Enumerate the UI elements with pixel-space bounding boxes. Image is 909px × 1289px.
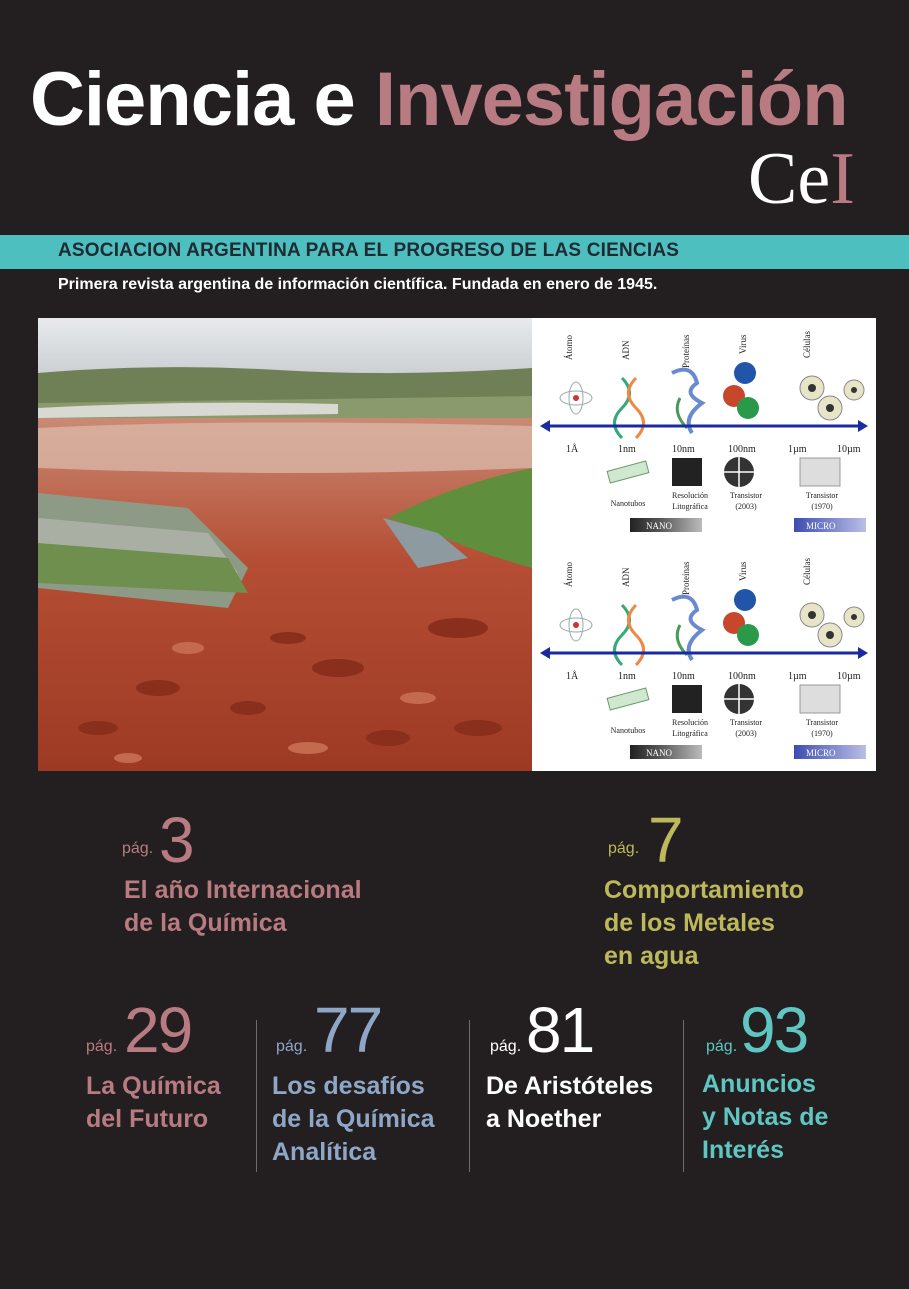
label-nanotubos: Nanotubos xyxy=(610,499,646,508)
lithography-icon xyxy=(672,685,702,713)
title-part1: Ciencia e xyxy=(30,57,355,142)
page-number: 81 xyxy=(526,994,594,1066)
title-line: De Aristóteles xyxy=(486,1072,654,1100)
tick-100nm-2: 100nm xyxy=(728,671,756,682)
pag-label: pág. xyxy=(608,840,640,857)
virus-icon xyxy=(723,362,759,419)
title-line: El año Internacional xyxy=(124,876,362,904)
column-divider xyxy=(256,1020,257,1172)
micro-label: MICRO xyxy=(806,521,836,531)
title-line: y Notas de xyxy=(702,1103,829,1131)
nano-label-2: NANO xyxy=(646,748,672,758)
label-year-1970-2: (1970) xyxy=(811,729,833,738)
cei-logo xyxy=(748,138,855,220)
label-transistor-2003: Transistor xyxy=(729,491,763,500)
title-line: de los Metales xyxy=(604,909,775,937)
atom-icon xyxy=(560,382,592,414)
logo-ce: Ce xyxy=(748,138,831,220)
section-title xyxy=(86,1070,221,1136)
label-celulas: Células xyxy=(802,331,812,358)
label-litografica-2: Litográfica xyxy=(672,729,708,738)
title-line: en agua xyxy=(604,942,699,970)
label-celulas-2: Células xyxy=(802,558,812,585)
label-proteinas: Proteínas xyxy=(681,334,691,368)
logo-i: I xyxy=(830,138,855,220)
nanotube-icon xyxy=(607,688,649,710)
label-transistor-1970-2: Transistor xyxy=(805,718,839,727)
label-atomo-2: Átomo xyxy=(564,561,574,587)
virus-icon xyxy=(723,589,759,646)
title-line: Anuncios xyxy=(702,1070,816,1098)
tick-1um-2: 1µm xyxy=(788,671,807,682)
cells-icon xyxy=(800,376,864,420)
section-pag-77[interactable] xyxy=(272,994,462,1168)
title-line: Analítica xyxy=(272,1138,377,1166)
nanotube-icon xyxy=(607,461,649,483)
micro-label-2: MICRO xyxy=(806,748,836,758)
dna-icon xyxy=(615,378,644,438)
label-proteinas-2: Proteínas xyxy=(681,561,691,595)
scale-diagram-graphic xyxy=(532,318,876,771)
tick-10um: 10µm xyxy=(837,444,861,455)
label-litografica: Litográfica xyxy=(672,502,708,511)
label-transistor-2003-2: Transistor xyxy=(729,718,763,727)
transistor-1970-icon xyxy=(800,685,840,713)
label-year-2003: (2003) xyxy=(735,502,757,511)
title-line: La Química xyxy=(86,1072,221,1100)
nano-label: NANO xyxy=(646,521,672,531)
tick-10nm-2: 10nm xyxy=(672,671,695,682)
association-band xyxy=(0,235,909,269)
transistor-1970-icon xyxy=(800,458,840,486)
title-line: a Noether xyxy=(486,1105,602,1133)
protein-icon xyxy=(672,370,702,433)
landscape-illustration xyxy=(38,318,532,771)
column-divider xyxy=(469,1020,470,1172)
lithography-icon xyxy=(672,458,702,486)
page-number: 93 xyxy=(740,994,808,1066)
title-line: Comportamiento xyxy=(604,876,804,904)
section-pag-93[interactable] xyxy=(700,994,880,1168)
title-line: de la Química xyxy=(124,909,287,937)
title-line: Los desafíos xyxy=(272,1072,425,1100)
label-transistor-1970: Transistor xyxy=(805,491,839,500)
label-nanotubos-2: Nanotubos xyxy=(610,726,646,735)
label-atomo: Átomo xyxy=(564,334,574,360)
tick-10nm: 10nm xyxy=(672,444,695,455)
nanoscale-diagram xyxy=(532,318,876,771)
section-pag-81[interactable] xyxy=(486,994,676,1148)
magazine-title xyxy=(30,57,848,142)
section-title xyxy=(124,874,362,940)
title-line: del Futuro xyxy=(86,1105,209,1133)
pag-label: pág. xyxy=(490,1038,522,1055)
atom-icon xyxy=(560,609,592,641)
protein-icon xyxy=(672,597,702,660)
label-virus-2: Virus xyxy=(738,561,748,581)
tick-1um: 1µm xyxy=(788,444,807,455)
section-title xyxy=(486,1070,653,1136)
section-pag-3[interactable] xyxy=(122,804,442,938)
red-mud-photo xyxy=(38,318,532,771)
tick-1nm-2: 1nm xyxy=(618,671,636,682)
page-number: 3 xyxy=(159,804,193,876)
title-line: de la Química xyxy=(272,1105,435,1133)
tick-1a: 1Å xyxy=(566,444,579,455)
label-resolucion-2: Resolución xyxy=(672,718,708,727)
column-divider xyxy=(683,1020,684,1172)
pag-label: pág. xyxy=(122,840,154,857)
page-number: 77 xyxy=(314,994,382,1066)
pag-label: pág. xyxy=(276,1038,308,1055)
cover-subtitle: Primera revista argentina de información científica. Fundada en enero de 1945. xyxy=(58,276,658,293)
title-line: Interés xyxy=(702,1136,784,1164)
label-virus: Virus xyxy=(738,334,748,354)
pag-label: pág. xyxy=(706,1038,738,1055)
page-number: 7 xyxy=(648,804,682,876)
label-year-1970: (1970) xyxy=(811,502,833,511)
label-resolucion: Resolución xyxy=(672,491,708,500)
dna-icon xyxy=(615,605,644,665)
cells-icon xyxy=(800,603,864,647)
page-number: 29 xyxy=(124,994,192,1066)
tick-1a-2: 1Å xyxy=(566,671,579,682)
section-pag-29[interactable] xyxy=(86,994,246,1148)
label-adn: ADN xyxy=(621,340,631,360)
section-title xyxy=(604,874,804,973)
axis-arrow-top xyxy=(540,420,550,432)
axis-arrow-top-right xyxy=(858,420,868,432)
title-part2: Investigación xyxy=(374,57,848,142)
section-title xyxy=(272,1070,435,1169)
label-year-2003-2: (2003) xyxy=(735,729,757,738)
tick-1nm: 1nm xyxy=(618,444,636,455)
tick-10um-2: 10µm xyxy=(837,671,861,682)
pag-label: pág. xyxy=(86,1038,118,1055)
section-pag-7[interactable] xyxy=(604,804,864,973)
tick-100nm: 100nm xyxy=(728,444,756,455)
label-adn-2: ADN xyxy=(621,567,631,587)
section-title xyxy=(702,1068,828,1167)
association-name: ASOCIACION ARGENTINA PARA EL PROGRESO DE LAS CIENCIAS xyxy=(58,240,680,261)
